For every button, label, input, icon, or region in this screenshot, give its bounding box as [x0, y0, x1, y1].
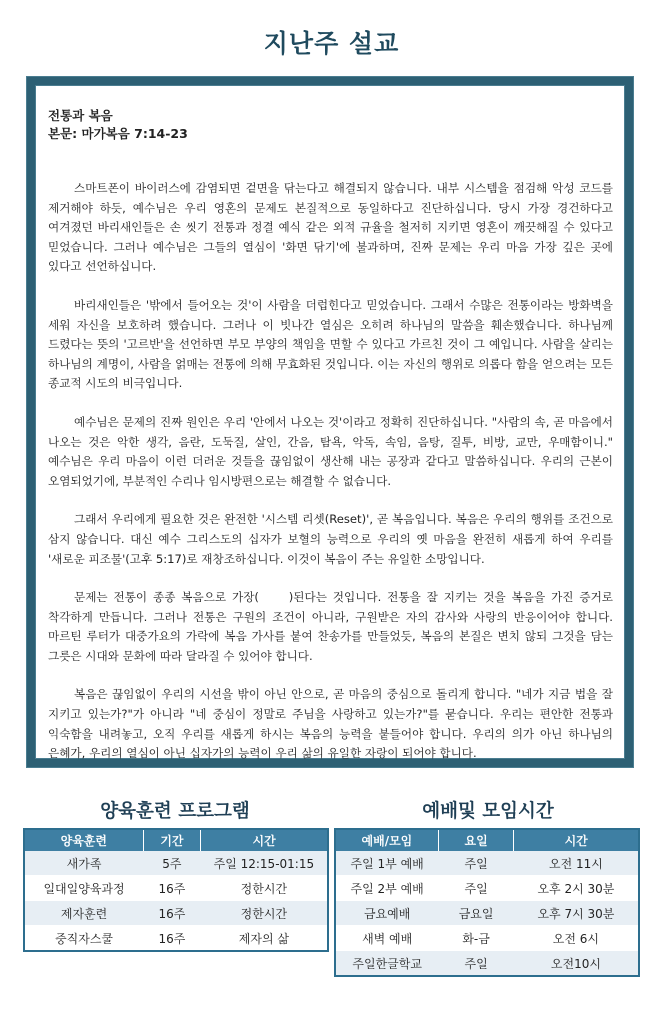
table-row: [335, 901, 639, 926]
table-cell: 정한시간: [201, 876, 328, 901]
table-cell: 일대일양육과정: [24, 876, 143, 901]
table-row: [24, 901, 328, 926]
table-cell: 주일한글학교: [335, 951, 438, 977]
table-cell: 오후 7시 30분: [514, 901, 639, 926]
table-cell: 주일 2부 예배: [335, 876, 438, 901]
table-cell: 새가족: [24, 851, 143, 876]
table-cell: 16주: [143, 926, 201, 952]
sermon-paragraph: 예수님은 문제의 진짜 원인은 우리 '안에서 나오는 것'이라고 정확히 진단하십니다. "사람의 속, 곧 마음에서 나오는 것은 악한 생각, 음란, 도둑질, 살인, 간음, 탐욕, 악독, 속임, 음탕, 질투, 비방, 교만, 우매함이니." 예수님은 우리 마음이 이런 더러운 것들을 끊임없이 생산해 내는 공장과 같다고 말씀하십니다. 우리의 근본이 오염되었기에, 부분적인 수리나 임시방편으로는 해결할 수 없습니다.: [48, 414, 613, 488]
table-row: [24, 926, 328, 952]
sermon-paragraph: 복음은 끊임없이 우리의 시선을 밖이 아닌 안으로, 곧 마음의 중심으로 돌리게 합니다. "네가 지금 법을 잘 지키고 있는가?"가 아니라 "네 중심이 정말로 주님을 사랑하고 있는가?"를 묻습니다. 우리는 편안한 전통과 익숙함을 내려놓고, 오직 우리를 새롭게 하시는 복음의 능력을 붙들어야 합니다. 우리의 의가 아닌 하나님의 은혜가, 우리의 열심이 아닌 십자가의 능력이 우리 삶의 유일한 자랑이 되어야 합니다.: [48, 687, 613, 761]
sermon-reference: 본문: 마가복음 7:14-23: [48, 126, 188, 141]
table-row: [335, 876, 639, 901]
sermon-title: 전통과 복음: [48, 108, 113, 123]
table-row: [335, 851, 639, 876]
table-cell: 정한시간: [201, 901, 328, 926]
table-cell: 중직자스쿨: [24, 926, 143, 952]
table-cell: 오전10시: [514, 951, 639, 977]
training-table: [23, 828, 329, 952]
table-cell: 주일 12:15-01:15: [201, 851, 328, 876]
sermon-paragraph: 바리새인들은 '밖에서 들어오는 것'이 사람을 더럽힌다고 믿었습니다. 그래서 수많은 전통이라는 방화벽을 세워 자신을 보호하려 했습니다. 그러나 이 빗나간 열심은 오히려 하나님의 말씀을 훼손했습니다. 하나님께 드렸다는 뜻의 '고르반'을 선언하면 부모 부양의 책임을 면할 수 있다고 가르친 것이 그 예입니다. 사람을 살리는 하나님의 계명이, 사람을 얽매는 전통에 의해 무효화된 것입니다. 이는 자신의 행위로 의롭다 함을 얻으려는 모든 종교적 시도의 비극입니다.: [48, 297, 613, 391]
worship-table: [334, 828, 640, 977]
table-cell: 금요예배: [335, 901, 438, 926]
column-header: 기간: [143, 829, 201, 851]
column-header: 요일: [438, 829, 514, 851]
column-header: 양육훈련: [24, 829, 143, 851]
table-cell: 5주: [143, 851, 201, 876]
table-cell: 오전 11시: [514, 851, 639, 876]
table-cell: 주일: [438, 851, 514, 876]
table-cell: 주일: [438, 951, 514, 977]
table-cell: 금요일: [438, 901, 514, 926]
table-cell: 제자의 삶: [201, 926, 328, 952]
column-header: 예배/모임: [335, 829, 438, 851]
sermon-paragraph: 문제는 전통이 종종 복음으로 가장( )된다는 것입니다. 전통을 잘 지키는 것을 복음을 가진 증거로 착각하게 만듭니다. 그러나 전통은 구원의 조건이 아니라, 구원받은 자의 감사와 사랑의 반응이어야 합니다. 마르틴 루터가 대중가요의 가락에 복음 가사를 붙여 찬송가를 만들었듯, 복음의 본질은 변치 않되 그것을 담는 그릇은 시대와 문화에 따라 달라질 수 있어야 합니다.: [48, 590, 613, 663]
worship-heading: 예배및 모임시간: [422, 801, 554, 822]
table-row: [24, 876, 328, 901]
page-title: 지난주 설교: [263, 29, 400, 58]
table-cell: 16주: [143, 876, 201, 901]
sermon-content: [48, 107, 613, 783]
table-cell: 16주: [143, 901, 201, 926]
table-cell: 주일: [438, 876, 514, 901]
training-heading: 양육훈련 프로그램: [100, 801, 250, 822]
table-row: [24, 851, 328, 876]
table-header-row: [335, 829, 639, 851]
column-header: 시간: [201, 829, 328, 851]
table-cell: 오후 2시 30분: [514, 876, 639, 901]
sermon-paragraph: 스마트폰이 바이러스에 감염되면 겉면을 닦는다고 해결되지 않습니다. 내부 시스템을 점검해 악성 코드를 제거해야 하듯, 예수님은 우리 영혼의 문제도 본질적으로 동일하다고 진단하십니다. 당시 가장 경건하다고 여겨졌던 바리새인들은 손 씻기 전통과 정결 예식 같은 외적 규율을 철저히 지키면 영혼이 깨끗해질 수 있다고 믿었습니다. 그러나 예수님은 그들의 열심이 '화면 닦기'에 불과하며, 진짜 문제는 우리 마음 가장 깊은 곳에 있다고 선언하십니다.: [48, 181, 613, 274]
table-cell: 제자훈련: [24, 901, 143, 926]
column-header: 시간: [514, 829, 639, 851]
table-row: [335, 951, 639, 977]
table-header-row: [24, 829, 328, 851]
table-cell: 오전 6시: [514, 926, 639, 951]
table-cell: 주일 1부 예배: [335, 851, 438, 876]
table-cell: 화-금: [438, 926, 514, 951]
table-cell: 새벽 예배: [335, 926, 438, 951]
sermon-paragraph: 그래서 우리에게 필요한 것은 완전한 '시스템 리셋(Reset)', 곧 복음입니다. 복음은 우리의 행위를 조건으로 삼지 않습니다. 대신 예수 그리스도의 십자가 보혈의 능력으로 우리의 옛 마음을 완전히 새롭게 하여 우리를 '새로운 피조물'(고후 5:17)로 재창조하십니다. 이것이 복음이 주는 유일한 소망입니다.: [48, 512, 613, 566]
table-row: [335, 926, 639, 951]
